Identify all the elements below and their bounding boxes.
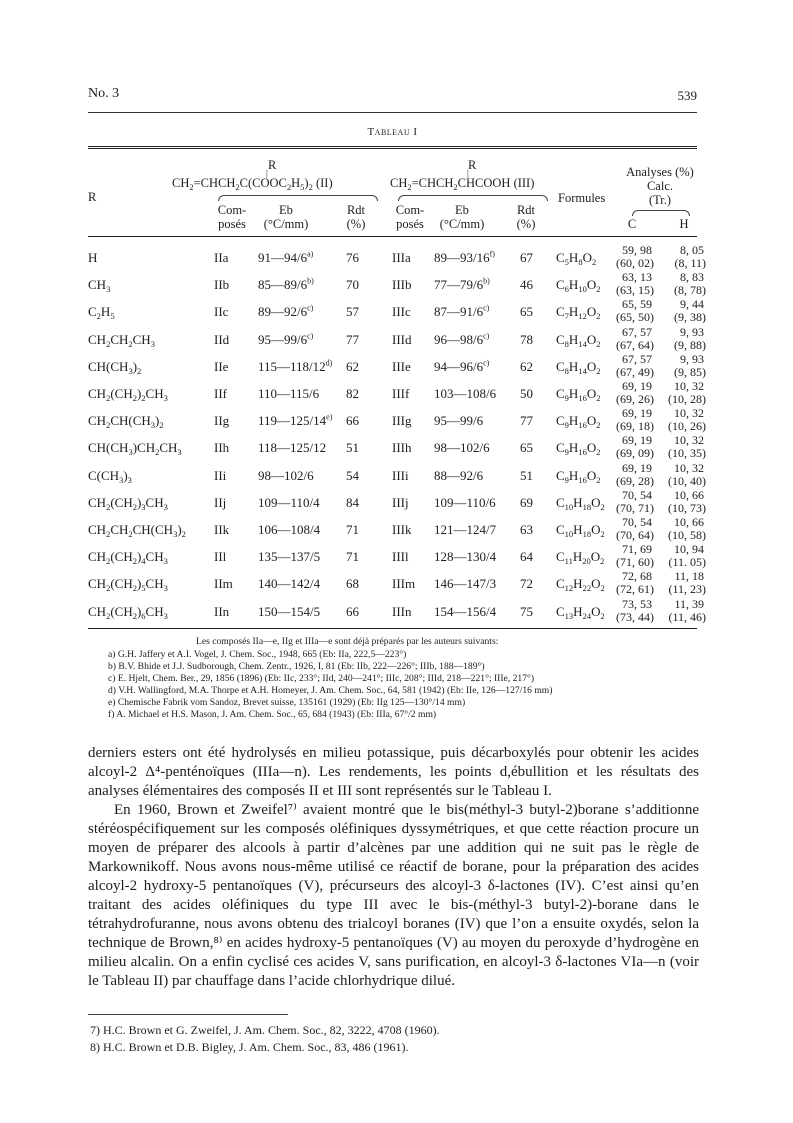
table-note-d: d) V.H. Wallingford, M.A. Thorpe et A.H. Homeyer, J. Am. Chem. Soc., 64, 581 (1942) (Eb: IIe, 126—127/16 mm) bbox=[108, 685, 553, 696]
analysis-h-calc: 8, 05 bbox=[680, 243, 704, 257]
eb-ii: 115—118/12$^{d)}$ bbox=[258, 358, 333, 374]
eb-iii: 87—91/6$^{c)}$ bbox=[434, 304, 490, 320]
compound-iii: IIIa bbox=[392, 250, 411, 265]
rdt-ii: 66 bbox=[346, 603, 359, 619]
rdt-iii: 64 bbox=[520, 549, 533, 565]
eb-iii: 121—124/7 bbox=[434, 522, 497, 537]
r-substituent: $CH_2CH_2CH(CH_3)_2$ bbox=[88, 522, 186, 539]
issue-number: No. 3 bbox=[88, 86, 120, 101]
compound-ii: IId bbox=[214, 331, 230, 347]
table-note-f: f) A. Michael et H.S. Mason, J. Am. Chem. Soc., 65, 684 (1943) (Eb: IIIa, 67°/2 mm) bbox=[108, 709, 437, 720]
eb-ii: 91—94/6$^{a)}$ bbox=[258, 249, 314, 265]
eb-ii: 106—108/4 bbox=[258, 522, 321, 537]
eb-iii: 95—99/6 bbox=[434, 413, 484, 429]
eb-iii: 154—156/4 bbox=[434, 603, 497, 619]
rdt-iii: 62 bbox=[520, 358, 533, 374]
eb-iii: 103—108/6 bbox=[434, 386, 497, 401]
r-substituent: $CH_2(CH_2)_4CH_3$ bbox=[88, 549, 168, 567]
formula: $C_8H_{14}O_2$ bbox=[556, 358, 601, 376]
analysis-h-calc: 10, 32 bbox=[674, 406, 704, 421]
analysis-h-found: (9, 88) bbox=[674, 337, 706, 352]
analysis-c-calc: 70, 54 bbox=[622, 487, 652, 502]
group-ii-bond: | bbox=[266, 168, 268, 178]
compound-ii: IIm bbox=[214, 576, 233, 592]
group-iii-formula: $CH_2=CHCH_2CHCOOH$ (III) bbox=[390, 176, 535, 192]
analysis-h-calc: 10, 66 bbox=[674, 487, 704, 502]
rdt-ii: 84 bbox=[346, 494, 359, 510]
formula: $C_{11}H_{20}O_2$ bbox=[556, 549, 605, 567]
group-iii-brace bbox=[398, 195, 548, 201]
formules-header: Formules bbox=[558, 191, 606, 205]
analysis-c-calc: 73, 53 bbox=[622, 596, 652, 611]
eb-ii: 118—125/12 bbox=[258, 440, 327, 456]
rdt-ii: 71 bbox=[346, 522, 359, 537]
compound-iii: IIIn bbox=[392, 603, 412, 619]
table-note-a: a) G.H. Jaffery et A.I. Vogel, J. Chem. Soc., 1948, 665 (Eb: IIa, 222,5—223°) bbox=[108, 649, 407, 660]
compound-ii: IIl bbox=[214, 549, 227, 565]
analysis-c-found: (67, 49) bbox=[616, 364, 654, 379]
compound-ii: IIh bbox=[214, 440, 230, 456]
formula: $C_6H_{10}O_2$ bbox=[556, 277, 601, 295]
compound-ii: IIe bbox=[214, 358, 229, 374]
body-paragraph-2: En 1960, Brown et Zweifel⁷⁾ avaient montré que le bis(méthyl-3 butyl-2)borane s’additionne stéréospécifiquement sur les composés oléfiniques dyssymétriques, et que cette réaction procure un moyen de préparer des alcools à partir d’alcènes par une addition qui ne suit pas le règle de Markownikoff. Nous avons nous-même utilisé ce réactif de borane, pour la préparation des acides alcoyl-2 hydroxy-5 pentanoïques (V), précurseurs des alcoyl-3 δ-lactones (IV). C’est ainsi qu’en traitant des acides oléfiniques du type III avec le bis-(méthyl-3 butyl-2)-borane dans le tétrahydrofuranne, nous avons obtenu des trialcoyl boranes (IV) que l’on a ensuite oxydés, selon la technique de Brown,⁸⁾ en acides hydroxy-5 pentanoïques (V) au moyen du peroxyde d’hydrogène en milieu alcalin. On a enfin cyclisé ces acides V, sans purification, en alcoyl-3 δ-lactones VIa—n (voir le Tableau II) par chauffage dans l’acide chlorhydrique dilué. bbox=[88, 802, 699, 989]
analysis-h-calc: 10, 32 bbox=[674, 433, 704, 448]
formula: $C_9H_{16}O_2$ bbox=[556, 413, 601, 431]
table-note-b: b) B.V. Bhide et J.J. Sudborough, Chem. Zentr., 1926, I, 81 (Eb: IIb, 222—226°; IIIb, 188—189°) bbox=[108, 661, 485, 672]
analysis-c-found: (70, 64) bbox=[616, 528, 654, 542]
eb-ii: 119—125/14$^{e)}$ bbox=[258, 412, 333, 429]
eb-header-iii: Eb (°C/mm) bbox=[439, 203, 485, 231]
compound-iii: IIIi bbox=[392, 467, 409, 483]
compound-iii: IIIg bbox=[392, 413, 412, 429]
compound-ii: IIc bbox=[214, 304, 229, 320]
rdt-header-ii: Rdt (%) bbox=[346, 203, 366, 231]
rdt-ii: 51 bbox=[346, 440, 359, 456]
formula: $C_{10}H_{18}O_2$ bbox=[556, 494, 605, 512]
r-substituent: $CH(CH_3)CH_2CH_3$ bbox=[88, 440, 182, 458]
rdt-iii: 67 bbox=[520, 250, 533, 265]
rdt-iii: 51 bbox=[520, 467, 533, 483]
analysis-h-found: (9, 38) bbox=[674, 310, 706, 325]
analysis-h-found: (11, 23) bbox=[668, 582, 706, 597]
rdt-ii: 82 bbox=[346, 386, 359, 401]
eb-ii: 95—99/6$^{c)}$ bbox=[258, 331, 314, 347]
analysis-h-found: (11, 46) bbox=[668, 609, 706, 624]
analysis-c-found: (67, 64) bbox=[616, 337, 654, 352]
table-note-e: e) Chemische Fabrik vom Sandoz, Brevet suisse, 135161 (1929) (Eb: IIg 125—130°/14 mm) bbox=[108, 697, 466, 708]
rdt-ii: 76 bbox=[346, 250, 359, 265]
compound-iii: IIIl bbox=[392, 549, 409, 565]
compound-ii: IIg bbox=[214, 413, 230, 429]
eb-ii: 110—115/6 bbox=[258, 386, 320, 401]
r-substituent: $CH_2(CH_2)_6CH_3$ bbox=[88, 603, 168, 621]
r-substituent: $CH_2(CH_2)_2CH_3$ bbox=[88, 386, 168, 403]
eb-ii: 98—102/6 bbox=[258, 467, 314, 483]
rdt-ii: 66 bbox=[346, 413, 359, 429]
page-number: 539 bbox=[677, 88, 697, 103]
group-ii-top-r: R bbox=[268, 158, 277, 172]
compound-iii: IIIc bbox=[392, 304, 411, 320]
compound-iii: IIId bbox=[392, 331, 412, 347]
r-substituent: $CH_2CH(CH_3)_2$ bbox=[88, 413, 164, 431]
group-iii-top-r: R bbox=[468, 158, 477, 172]
eb-header-ii: Eb (°C/mm) bbox=[263, 203, 309, 231]
analysis-h-calc: 10, 66 bbox=[674, 515, 704, 529]
body-text bbox=[88, 744, 699, 991]
analysis-c-calc: 69, 19 bbox=[622, 433, 652, 448]
eb-iii: 94—96/6$^{c)}$ bbox=[434, 358, 490, 374]
eb-ii: 89—92/6$^{c)}$ bbox=[258, 304, 314, 320]
compound-iii: IIIe bbox=[392, 358, 411, 374]
rdt-iii: 65 bbox=[520, 440, 533, 456]
r-substituent: $C_2H_5$ bbox=[88, 304, 115, 322]
eb-iii: 98—102/6 bbox=[434, 440, 490, 456]
analyses-tr-header: (Tr.) bbox=[648, 193, 672, 207]
analysis-h-calc: 9, 93 bbox=[680, 324, 704, 339]
analysis-c-calc: 63, 13 bbox=[622, 270, 652, 285]
analysis-c-calc: 71, 69 bbox=[622, 542, 652, 557]
footnote-rule bbox=[88, 1014, 288, 1015]
analysis-h-found: (8, 11) bbox=[674, 256, 706, 270]
rdt-ii: 70 bbox=[346, 277, 359, 293]
formula: $C_9H_{16}O_2$ bbox=[556, 386, 601, 403]
analysis-h-calc: 11, 18 bbox=[674, 569, 704, 584]
eb-ii: 150—154/5 bbox=[258, 603, 321, 619]
analysis-h-found: (10, 35) bbox=[668, 446, 706, 461]
analysis-c-found: (69, 28) bbox=[616, 473, 654, 488]
rdt-ii: 57 bbox=[346, 304, 359, 320]
rdt-iii: 75 bbox=[520, 603, 533, 619]
compound-ii: IIn bbox=[214, 603, 230, 619]
compound-iii: IIIk bbox=[392, 522, 412, 537]
analysis-h-calc: 10, 94 bbox=[674, 542, 704, 557]
analysis-h-found: (10, 28) bbox=[668, 392, 706, 406]
rdt-header-iii: Rdt (%) bbox=[516, 203, 536, 231]
eb-ii: 140—142/4 bbox=[258, 576, 321, 592]
analysis-h-calc: 9, 44 bbox=[680, 297, 704, 312]
group-iii-bond: | bbox=[467, 168, 469, 178]
analyses-brace bbox=[632, 210, 690, 216]
rdt-iii: 50 bbox=[520, 386, 533, 401]
rdt-iii: 65 bbox=[520, 304, 533, 320]
r-substituent: H bbox=[88, 250, 98, 265]
analysis-c-calc: 65, 59 bbox=[622, 297, 652, 312]
rdt-iii: 78 bbox=[520, 331, 533, 347]
r-substituent: $CH_3$ bbox=[88, 277, 111, 295]
compound-ii: IIf bbox=[214, 386, 227, 401]
group-ii-brace bbox=[218, 195, 378, 201]
formula: $C_8H_{14}O_2$ bbox=[556, 331, 601, 349]
rdt-iii: 69 bbox=[520, 494, 533, 510]
analysis-c-found: (60, 02) bbox=[616, 256, 654, 270]
r-substituent: $CH(CH_3)_2$ bbox=[88, 358, 142, 376]
table-note-c: c) E. Hjelt, Chem. Ber., 29, 1856 (1896) (Eb: IIc, 233°; IId, 240—241°; IIIc, 208°; IIId, 218—221°; IIIe, 217°) bbox=[108, 673, 535, 684]
analysis-h-calc: 11, 39 bbox=[674, 596, 704, 611]
analysis-c-calc: 69, 19 bbox=[622, 406, 652, 421]
body-paragraph-1: derniers esters ont été hydrolysés en milieu potassique, puis décarboxylés pour obtenir les acides alcoyl-2 Δ⁴-penténoïques (IIIa—n). Les rendements, les points d,ébullition et les résultats des analyses élémentaires des composés II et III sont représentés sur le Tableau I. bbox=[88, 745, 699, 799]
compo-header-iii: Com- posés bbox=[395, 203, 425, 231]
r-substituent: $CH_2(CH_2)_5CH_3$ bbox=[88, 576, 168, 594]
group-ii-formula: $CH_2=CHCH_2C(COOC_2H_5)_2$ (II) bbox=[172, 176, 333, 192]
analysis-c-found: (65, 50) bbox=[616, 310, 654, 325]
formula: $C_5H_8O_2$ bbox=[556, 250, 597, 267]
rdt-iii: 77 bbox=[520, 413, 533, 429]
analyses-header: Analyses (%) bbox=[626, 165, 694, 179]
analysis-h-calc: 10, 32 bbox=[674, 379, 704, 393]
compound-iii: IIIj bbox=[392, 494, 409, 510]
formula: $C_{10}H_{18}O_2$ bbox=[556, 522, 605, 539]
compound-ii: IIj bbox=[214, 494, 227, 510]
r-substituent: $C(CH_3)_3$ bbox=[88, 467, 132, 485]
compo-header-ii: Com- posés bbox=[217, 203, 247, 231]
table-top-rule-2 bbox=[88, 148, 697, 149]
analysis-h-found: (9, 85) bbox=[674, 364, 706, 379]
rdt-ii: 54 bbox=[346, 467, 359, 483]
compound-iii: IIIb bbox=[392, 277, 412, 293]
analysis-h-found: (10, 58) bbox=[668, 528, 706, 542]
analysis-c-found: (69, 26) bbox=[616, 392, 654, 406]
analysis-c-calc: 67, 57 bbox=[622, 324, 652, 339]
table-top-rule bbox=[88, 146, 697, 147]
analysis-h-found: (10, 26) bbox=[668, 419, 706, 434]
table-title: Tableau I bbox=[367, 126, 418, 138]
analysis-c-calc: 72, 68 bbox=[622, 569, 652, 584]
col-r-header: R bbox=[88, 190, 97, 204]
formula: $C_7H_{12}O_2$ bbox=[556, 304, 601, 322]
compound-iii: IIIf bbox=[392, 386, 410, 401]
eb-iii: 96—98/6$^{c)}$ bbox=[434, 331, 490, 347]
compound-iii: IIIh bbox=[392, 440, 412, 456]
r-substituent: $CH_2CH_2CH_3$ bbox=[88, 331, 155, 349]
formula: $C_{13}H_{24}O_2$ bbox=[556, 603, 605, 621]
rdt-ii: 71 bbox=[346, 549, 359, 565]
rdt-iii: 63 bbox=[520, 522, 533, 537]
rdt-iii: 72 bbox=[520, 576, 533, 592]
table-bottom-rule bbox=[88, 628, 697, 629]
analysis-h-found: (11. 05) bbox=[668, 555, 706, 570]
analysis-c-calc: 67, 57 bbox=[622, 351, 652, 366]
analysis-c-calc: 70, 54 bbox=[622, 515, 652, 529]
compound-ii: IIk bbox=[214, 522, 230, 537]
analyses-calc-header: Calc. bbox=[646, 179, 674, 193]
analysis-c-found: (69, 18) bbox=[616, 419, 654, 434]
rdt-ii: 62 bbox=[346, 358, 359, 374]
rdt-ii: 68 bbox=[346, 576, 359, 592]
analysis-c-found: (72, 61) bbox=[616, 582, 654, 597]
rdt-ii: 77 bbox=[346, 331, 359, 347]
formula: $C_9H_{16}O_2$ bbox=[556, 440, 601, 458]
footnote-8: 8) H.C. Brown et D.B. Bigley, J. Am. Chem. Soc., 83, 486 (1961). bbox=[90, 1040, 409, 1054]
analysis-h-found: (8, 78) bbox=[674, 283, 706, 298]
analysis-c-calc: 69, 19 bbox=[622, 460, 652, 475]
compound-iii: IIIm bbox=[392, 576, 416, 592]
eb-iii: 128—130/4 bbox=[434, 549, 497, 565]
compound-ii: IIa bbox=[214, 250, 229, 265]
rdt-iii: 46 bbox=[520, 277, 533, 293]
eb-iii: 88—92/6 bbox=[434, 467, 484, 483]
eb-iii: 146—147/3 bbox=[434, 576, 497, 592]
h-header: H bbox=[679, 217, 689, 231]
analysis-c-calc: 59, 98 bbox=[622, 243, 652, 257]
analysis-c-found: (69, 09) bbox=[616, 446, 654, 461]
analysis-h-calc: 10, 32 bbox=[674, 460, 704, 475]
eb-ii: 135—137/5 bbox=[258, 549, 321, 565]
c-header: C bbox=[627, 217, 637, 231]
formula: $C_9H_{16}O_2$ bbox=[556, 467, 601, 485]
table-header-rule bbox=[88, 236, 697, 237]
analysis-c-found: (70, 71) bbox=[616, 500, 654, 515]
analysis-c-calc: 69, 19 bbox=[622, 379, 652, 393]
analysis-h-found: (10, 40) bbox=[668, 473, 706, 488]
eb-iii: 109—110/6 bbox=[434, 494, 496, 510]
eb-iii: 89—93/16$^{f)}$ bbox=[434, 249, 495, 265]
header-rule bbox=[88, 112, 697, 113]
analysis-h-found: (10, 73) bbox=[668, 500, 706, 515]
r-substituent: $CH_2(CH_2)_3CH_3$ bbox=[88, 494, 168, 512]
formula: $C_{12}H_{22}O_2$ bbox=[556, 576, 605, 594]
analysis-h-calc: 9, 93 bbox=[680, 351, 704, 366]
compound-ii: IIb bbox=[214, 277, 230, 293]
eb-ii: 85—89/6$^{b)}$ bbox=[258, 276, 314, 293]
analysis-c-found: (73, 44) bbox=[616, 609, 654, 624]
footnote-7: 7) H.C. Brown et G. Zweifel, J. Am. Chem. Soc., 82, 3222, 4708 (1960). bbox=[90, 1023, 440, 1037]
compound-ii: IIi bbox=[214, 467, 227, 483]
table-notes-intro: Les composés IIa—e, IIg et IIIa—e sont déjà préparés par les auteurs suivants: bbox=[196, 636, 499, 647]
eb-iii: 77—79/6$^{b)}$ bbox=[434, 276, 490, 293]
analysis-h-calc: 8, 83 bbox=[680, 270, 704, 285]
analysis-c-found: (71, 60) bbox=[616, 555, 654, 570]
analysis-c-found: (63, 15) bbox=[616, 283, 654, 298]
eb-ii: 109—110/4 bbox=[258, 494, 320, 510]
